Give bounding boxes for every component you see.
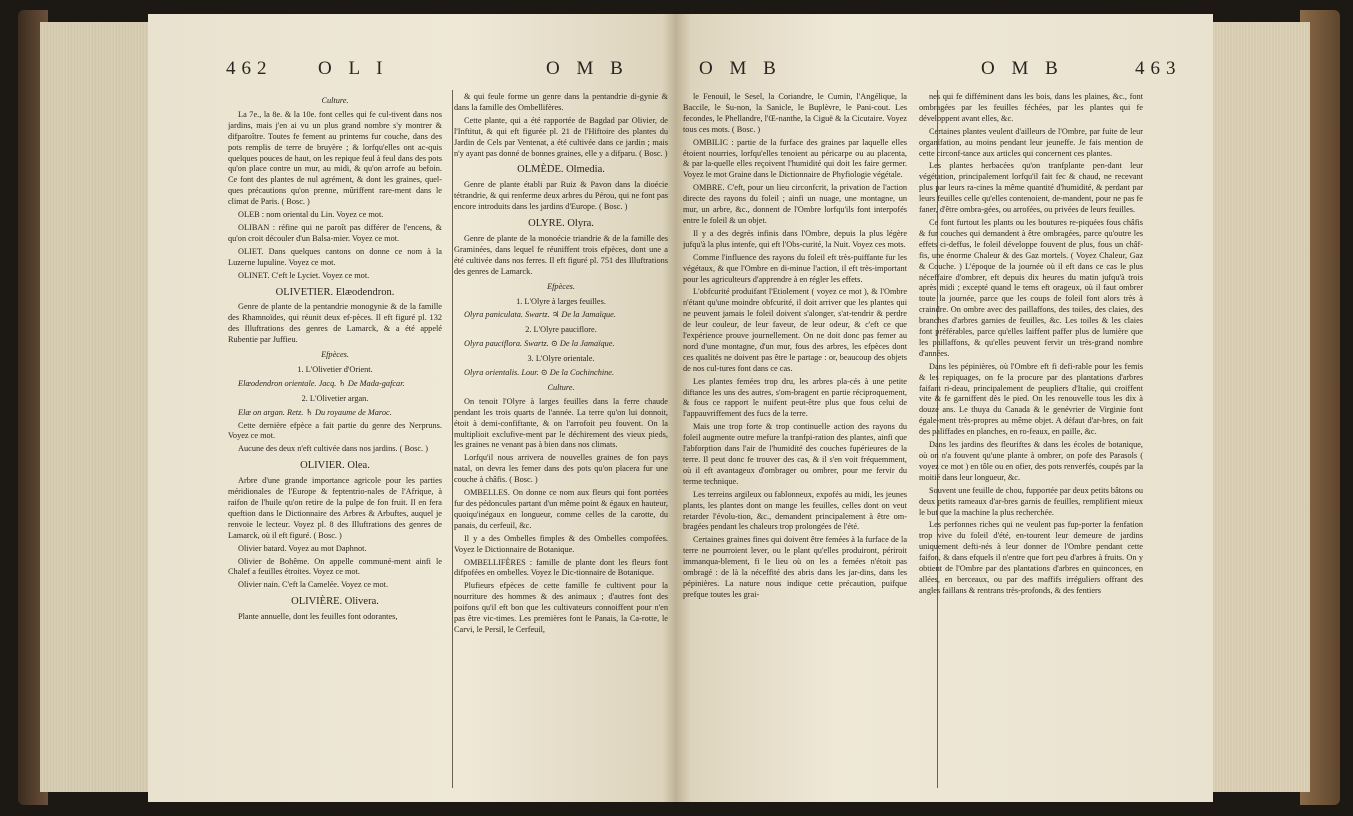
running-head-left <box>148 58 678 84</box>
entry-heading: OLYRE. Olyra. <box>528 218 594 230</box>
left-page <box>148 14 678 802</box>
paragraph: Certaines plantes veulent d'ailleurs de l'Ombre, par fuite de leur organifation, au moins pendant leur jeuneffe. Je fais mention de cette circonf-tance aux articles qui concernent ces plantes. <box>919 126 1143 158</box>
section-heading: Culture. <box>321 96 349 105</box>
column-1 <box>683 92 907 792</box>
paragraph: OLIBAN : réfine qui ne paroît pas différer de l'encens, & qu'on croit découler d'un Balsa-mier. Voyez ce mot. <box>228 222 442 243</box>
paragraph: Cette dernière efpèce a fait partie du genre des Nerpruns. Voyez ce mot. <box>228 420 442 441</box>
species-item: 1. L'Olyre à larges feuilles. <box>516 296 606 306</box>
entry-heading: OLIVETIER. Elæodendron. <box>275 286 395 298</box>
paragraph: OMBRE. C'eft, pour un lieu circonfcrit, la privation de l'action directe des rayons du foleil ; ainfi un nuage, une montagne, un mur, un arbre, &c., donnent de l'Ombre lorfqu'ils font interpofés entre le foleil & un objet. <box>683 183 907 225</box>
page-number: 463 <box>1135 58 1182 79</box>
page-number: 462 <box>226 58 273 79</box>
page-edges-left <box>40 22 150 792</box>
paragraph: OLIET. Dans quelques cantons on donne ce nom à la Luzerne lupuline. Voyez ce mot. <box>228 246 442 267</box>
paragraph: Dans les jardins des fleuriftes & dans les écoles de botanique, où on n'a fouvent qu'une plante à ombrer, on pofe des Parasols ( voyez ce mot ) en tôle ou en ofier, des pots renverfés, coupés par la moitié dans leur longueur, &c. <box>919 440 1143 482</box>
column-2 <box>919 92 1143 792</box>
species-item: 2. L'Olivetier argan. <box>301 393 369 403</box>
paragraph: le Fenouil, le Sesel, la Coriandre, le Cumin, l'Angélique, la Baccile, le Su-non, la Sanicle, le Buplèvre, le Pani-cout. Les fecondes, le Phellandre, l'Œ-nanthe, la Ciguë & la Cicutaire. Voyez tous ces mots. ( Bosc. ) <box>683 92 907 134</box>
paragraph: Les plantes femées trop dru, les arbres pla-cés à une petite diftance les uns des autres, s'om-bragent en partie réciproquement, & fous ce rapport le nuifent peut-être plus que fous celui de l'appauvriffement des fucs de la terre. <box>683 376 907 419</box>
species-name: Olyra orientalis. Lour. ⊙ De la Cochinchine. <box>464 368 615 378</box>
section-heading: Efpèces. <box>547 281 575 291</box>
right-page <box>675 14 1213 802</box>
header-keyword: O M B <box>546 58 629 79</box>
paragraph: OMBILIC : partie de la furface des graines par laquelle elles étoient nourries, lorfqu'elles tenoient au péricarpe ou au placenta, & par la-quelle elles reçoivent l'humidité qui doit les faire germer. Voyez le mot Graine dans le Dictionnaire de Phyfiologie végétale. <box>683 137 907 180</box>
paragraph: Olivier nain. C'eft la Camelée. Voyez ce mot. <box>238 580 389 590</box>
paragraph: La 7e., la 8e. & la 10e. font celles qui fe cul-tivent dans nos jardins, mais j'en ai vu un plus grand nombre s'y montrer & difparoître. Toutes fe fement au printems fur couche, dans des pots remplis de terre de bruyère ; & lorfqu'elles ont ac-quis quelques pouces de haut, on les repique feul à feul dans des pots qu'on place contre un mur, au midi, & qu'on arrofe au befoin. Ce font des plantes de nul agrément, & dont les graines, quel-ques précautions qu'on prenne, mûriffent rare-ment dans le climat de Paris. ( Bosc. ) <box>228 109 442 207</box>
paragraph: nes qui fe difféminent dans les bois, dans les plaines, &c., font ombragées par les feuilles féchées, par les plantes qui fe développent avant elles, &c. <box>919 92 1143 123</box>
paragraph: Mais une trop forte & trop continuelle action des rayons du foleil augmente outre mefure la tranfpi-ration des plantes, ainfi que l'abforption dans l'air de l'humidité des couches fupérieures de la terre. Il peut donc fe trouver des cas, & il s'en voit fréquemment, où il eft avantageux d'ombrager ou ombrer, pour me fervir du terme technique. <box>683 422 907 486</box>
header-keyword: O M B <box>699 58 782 79</box>
text-columns <box>228 92 668 792</box>
species-name: Olyra paniculata. Swartz. ♃ De la Jamaïque. <box>464 310 616 320</box>
paragraph: Genre de plante de la monoécie triandrie & de la famille des Graminées, dans lequel fe réuniffent trois efpèces, dont une a été cultivée dans nos ferres. Il eft figuré pl. 751 des Illuftrations des genres de Lamarck. <box>454 233 668 276</box>
paragraph: On tenoit l'Olyre à larges feuilles dans la ferre chaude pendant les trois quarts de l'année. La terre qu'on lui donnoit, étoit à demi-confiftante, & on l'arrofoit peu fouvent. On la multiplioit exclufive-ment par le déchirement des vieux pieds, les graines ne venant pas à bien dans nos climats. <box>454 396 668 450</box>
page-edges-right <box>1210 22 1310 792</box>
paragraph: L'obfcurité produifant l'Etiolement ( voyez ce mot ), & l'Ombre n'étant qu'une moindre obfcurité, il doit arriver que les plantes qui ne peuvent jamais le foleil doivent s'alonger, s'at-tendrir & perdre de leur couleur, de leur faveur, de leur odeur, & c'eft ce que l'expérience prouve journellement. On ne doit donc pas femer au nord d'une montagne, d'un mur, fous des arbres, les efpèces dont ces qualités ne doivent pas être le partage : or, beaucoup des objets de nos cul-tures font dans ce cas. <box>683 287 907 373</box>
header-keyword: O M B <box>981 58 1064 79</box>
paragraph: Arbre d'une grande importance agricole pour les parties méridionales de l'Europe & feptentrio-nales de l'Afrique, à raifon de l'huile qu'on retire de la pulpe de fon fruit. Il en fera queftion dans le Dictionnaire des Arbres & Arbuftes, auquel je renvoie le lecteur. Voyez pl. 8 des Illuftrations des genres de Lamarck, où il eft figuré. ( Bosc. ) <box>228 476 442 540</box>
text-columns <box>683 92 1143 792</box>
paragraph: Il y a des Ombelles fimples & des Ombelles compofées. Voyez le Dictionnaire de Botanique. <box>454 533 668 554</box>
paragraph: Cette plante, qui a été rapportée de Bagdad par Olivier, de l'Inftitut, & qui eft figurée pl. 21 de l'Hiftoire des plantes du Jardin de Cels par Ventenat, a été cultivée dans ce jardin ; mais n'y ayant pas donné de bonnes graines, elle y a difparu. ( Bosc. ) <box>454 115 668 158</box>
species-item: 3. L'Olyre orientale. <box>527 354 595 364</box>
entry-heading: OLMÈDE. Olmedia. <box>517 164 605 176</box>
paragraph: Plufieurs efpèces de cette famille fe cultivent pour la nourriture des hommes & des animaux ; d'autres font des poifons qu'il eft bon que les cultivateurs connoiffent pour n'en pas être vic-times. Les premières font le Panais, la Ca-rotte, le Carvi, le Persil, le Cerfeuil, <box>454 581 668 634</box>
species-name: Elæ on argan. Retz. ♄ Du royaume de Maroc. <box>238 407 392 417</box>
paragraph: OMBELLES. On donne ce nom aux fleurs qui font portées fur des pédoncules partant d'un même point & égaux en hauteur, quoiqu'inégaux en longueur, comme celles de la carotte, du panais, du cerfeuil, &c. <box>454 488 668 530</box>
paragraph: & qui feule forme un genre dans la pentandrie di-gynie & dans la famille des Ombellifères. <box>454 92 668 112</box>
species-name: Elæodendron orientale. Jacq. ♄ De Mada-gafcar. <box>238 378 405 388</box>
entry-heading: OLIVIER. Olea. <box>300 460 370 472</box>
paragraph: Olivier de Bohême. On appelle communé-ment ainfi le Chalef a feuilles étroites. Voyez ce mot. <box>228 556 442 577</box>
header-keyword: O L I <box>318 58 389 79</box>
column-1 <box>228 92 442 792</box>
column-2 <box>454 92 668 792</box>
running-head-right <box>675 58 1213 84</box>
paragraph: OLEB : nom oriental du Lin. Voyez ce mot. <box>238 210 384 220</box>
species-item: 1. L'Olivetier d'Orient. <box>297 364 373 374</box>
paragraph: Comme l'influence des rayons du foleil eft très-puiffante fur les végétaux, & que l'Ombre en di-minue l'action, il eft très-important pour les agriculteurs d'apprendre à en régler les effets. <box>683 252 907 284</box>
paragraph: Olivier batard. Voyez au mot Daphnot. <box>238 543 367 553</box>
paragraph: Aucune des deux n'eft cultivée dans nos jardins. ( Bosc. ) <box>238 444 428 454</box>
paragraph: Dans les pépinières, où l'Ombre eft fi defi-rable pour les femis & les repiquages, on fe la procure par des plantations d'arbres faifant ri-deau, principalement de peupliers d'Italie, qui croiffent vite & fe garniffent dès le pied. On les renouvelle tous les dix à douze ans. Le thuya du Canada & le genévrier de Virginie font égale-ment très-propres au même objet. A défaut d'ar-bres, on fait des paliffades en planches, en ro-feaux, en paille, &c. <box>919 361 1143 437</box>
paragraph: Genre de plante de la pentandrie monogynie & de la famille des Rhamnoïdes, qui réunit deux ef-pèces. Il eft figuré pl. 132 des Illuftrations des genres de Lamarck, & a été appelé Rubentie par Juffieu. <box>228 302 442 345</box>
paragraph: Les plantes herbacées qu'on tranfplante pen-dant leur végétation, principalement lorfqu'il fait fec & chaud, ne recevant plus par leurs ra-cines la même quantité d'humidité, & perdant par leurs feuilles celle qu'elles contenoient, de-mandent, pour ne pas fe faner, d'être ombra-gées, ou arrofées, ou privées de leurs feuilles. <box>919 161 1143 215</box>
paragraph: Genre de plante établi par Ruiz & Pavon dans la dioécie tétrandrie, & qui renferme deux arbres du Pérou, qui ne font pas encore introduits dans les jardins d'Europe. ( Bosc. ) <box>454 180 668 212</box>
paragraph: Certaines graines fines qui doivent être femées à la furface de la terre ne pourroient lever, ou le plant qu'elles produiront, périroit immanqua-blement, fi le lieu où on les a femées n'étoit pas ombragé : de là la néceffité des abris dans les jar-dins, dans les pépinières. La nature nous indique cette précaution, puifque prefque toutes les grai- <box>683 535 907 599</box>
paragraph: Lorfqu'il nous arrivera de nouvelles graines de fon pays natal, on devra les femer dans des pots qu'on placera fur une couche à châfis. ( Bosc. ) <box>454 453 668 485</box>
section-heading: Efpèces. <box>321 350 349 360</box>
paragraph: Les perfonnes riches qui ne veulent pas fup-porter la fenfation trop vive du foleil d'été, en-tourent leur demeure de jardins uniquement defti-nés à leur donner de l'Ombre pendant cette faifon, & dans efquels il n'entre que fort peu d'arbres à fruits. On y obtient de l'Ombre par des plantations d'arbres en quinconces, en allées, en berceaux, ou par des maffifs irréguliers offrant des angles faillans & rentrans très-profonds, & des fentiers <box>919 520 1143 595</box>
paragraph: OMBELLIFÈRES : famille de plante dont les fleurs font difpofées en ombelles. Voyez le Dic-tionnaire de Botanique. <box>454 557 668 578</box>
paragraph: OLINET. C'eft le Lyciet. Voyez ce mot. <box>238 270 370 280</box>
paragraph: Plante annuelle, dont les feuilles font odorantes, <box>238 612 398 622</box>
paragraph: Souvent une feuille de chou, fupportée par deux petits bâtons ou deux petits rameaux d'ar-bres garnis de feuilles, remplifient mieux le but que la machine la plus recherchée. <box>919 485 1143 517</box>
species-item: 2. L'Olyre pauciflore. <box>525 325 597 335</box>
section-heading: Culture. <box>547 382 575 392</box>
entry-heading: OLIVIÈRE. Olivera. <box>291 596 379 608</box>
paragraph: Les terreins argileux ou fablonneux, expofés au midi, les jeunes plants, les plantes dont on mange les feuilles, celles dont on veut retarder l'évolu-tion, &c., demandent principalement à être om-bragées pendant les chaleurs trop prolongées de l'été. <box>683 489 907 532</box>
species-name: Olyra pauciflora. Swartz. ⊙ De la Jamaïque. <box>464 339 615 349</box>
paragraph: Ce font furtout les plants ou les boutures re-piquées fous châfis & fur couches qui demandent à être ombragées, parce qu'outre les effets ci-deffus, le foleil développe fouvent de plus, fous un châf-fis, une énorme Chaleur & des Gaz mortels. ( Voyez Chaleur, Gaz & Couche. ) L'époque de la journée où il eft dans ce cas le plus néceffaire d'ombrer, eft depuis dix heures du matin jufqu'à trois après midi ; excepté quand le tems eft orageux, où il faut ombrer toute la journée, parce que les coups de foleil font alors très à craindre. On ombre avec des paillaffons, des toiles, des claies, des branches d'arbres garnies de feuilles, &c. Les toiles & les claies font préférables, parce qu'elles laiffent paffer plus de lumière que les paillaffons, & qu'elles peuvent fervir un très-grand nombre d'années. <box>919 217 1143 358</box>
paragraph: Il y a des degrés infinis dans l'Ombre, depuis la plus légère jufqu'à la plus intenfe, qui eft l'Obs-curité, la Nuit. Voyez ces mots. <box>683 228 907 249</box>
